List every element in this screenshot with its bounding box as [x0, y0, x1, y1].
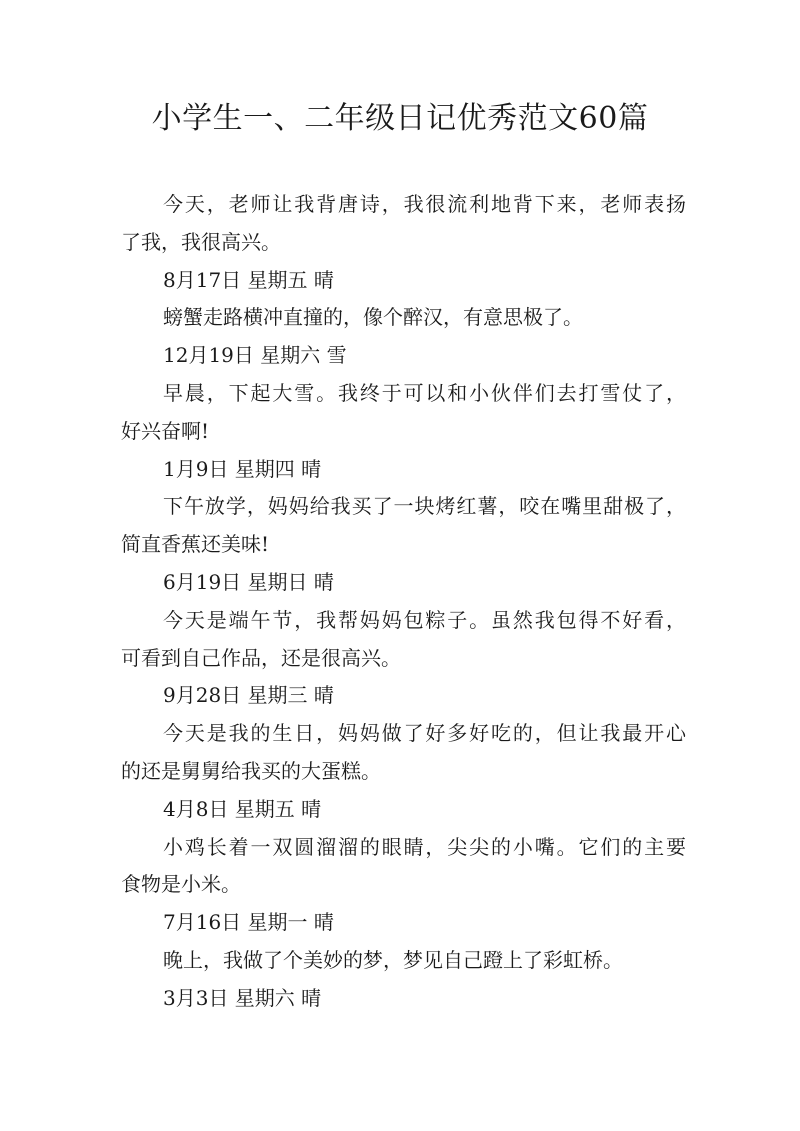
- paragraph-line: 好兴奋啊!: [121, 418, 210, 443]
- paragraph-line: 可看到自己作品，还是很高兴。: [121, 645, 401, 670]
- paragraph-line: 简直香蕉还美味!: [121, 532, 270, 557]
- paragraph-line: 早晨，下起大雪。我终于可以和小伙伴们去打雪仗了，: [163, 380, 686, 405]
- diary-date-line: 8月17日 星期五 晴: [163, 267, 334, 292]
- diary-date-line: 9月28日 星期三 晴: [163, 683, 334, 708]
- paragraph-line: 的还是舅舅给我买的大蛋糕。: [121, 758, 381, 783]
- page-title: 小学生一、二年级日记优秀范文60篇: [151, 101, 649, 136]
- paragraph-line: 小鸡长着一双圆溜溜的眼睛，尖尖的小嘴。它们的主要: [163, 834, 686, 859]
- paragraph-line: 下午放学，妈妈给我买了一块烤红薯，咬在嘴里甜极了，: [163, 494, 686, 519]
- diary-date-line: 3月3日 星期六 晴: [163, 985, 322, 1010]
- diary-date-line: 1月9日 星期四 晴: [163, 456, 322, 481]
- diary-date-line: 12月19日 星期六 雪: [163, 343, 347, 368]
- paragraph-line: 今天是我的生日，妈妈做了好多好吃的，但让我最开心: [163, 721, 686, 746]
- diary-date-line: 6月19日 星期日 晴: [163, 569, 334, 594]
- diary-date-line: 7月16日 星期一 晴: [163, 910, 334, 935]
- paragraph-line: 晚上，我做了个美妙的梦，梦见自己蹬上了彩虹桥。: [163, 947, 623, 972]
- document-body: [121, 186, 686, 1018]
- paragraph-line: 今天是端午节，我帮妈妈包粽子。虽然我包得不好看，: [163, 607, 686, 632]
- paragraph-line: 螃蟹走路横冲直撞的，像个醉汉，有意思极了。: [163, 305, 583, 330]
- paragraph-line: 食物是小米。: [121, 872, 241, 897]
- paragraph-line: 今天，老师让我背唐诗，我很流利地背下来，老师表扬: [163, 192, 686, 216]
- diary-date-line: 4月8日 星期五 晴: [163, 796, 322, 821]
- paragraph-line: 了我，我很高兴。: [121, 229, 281, 254]
